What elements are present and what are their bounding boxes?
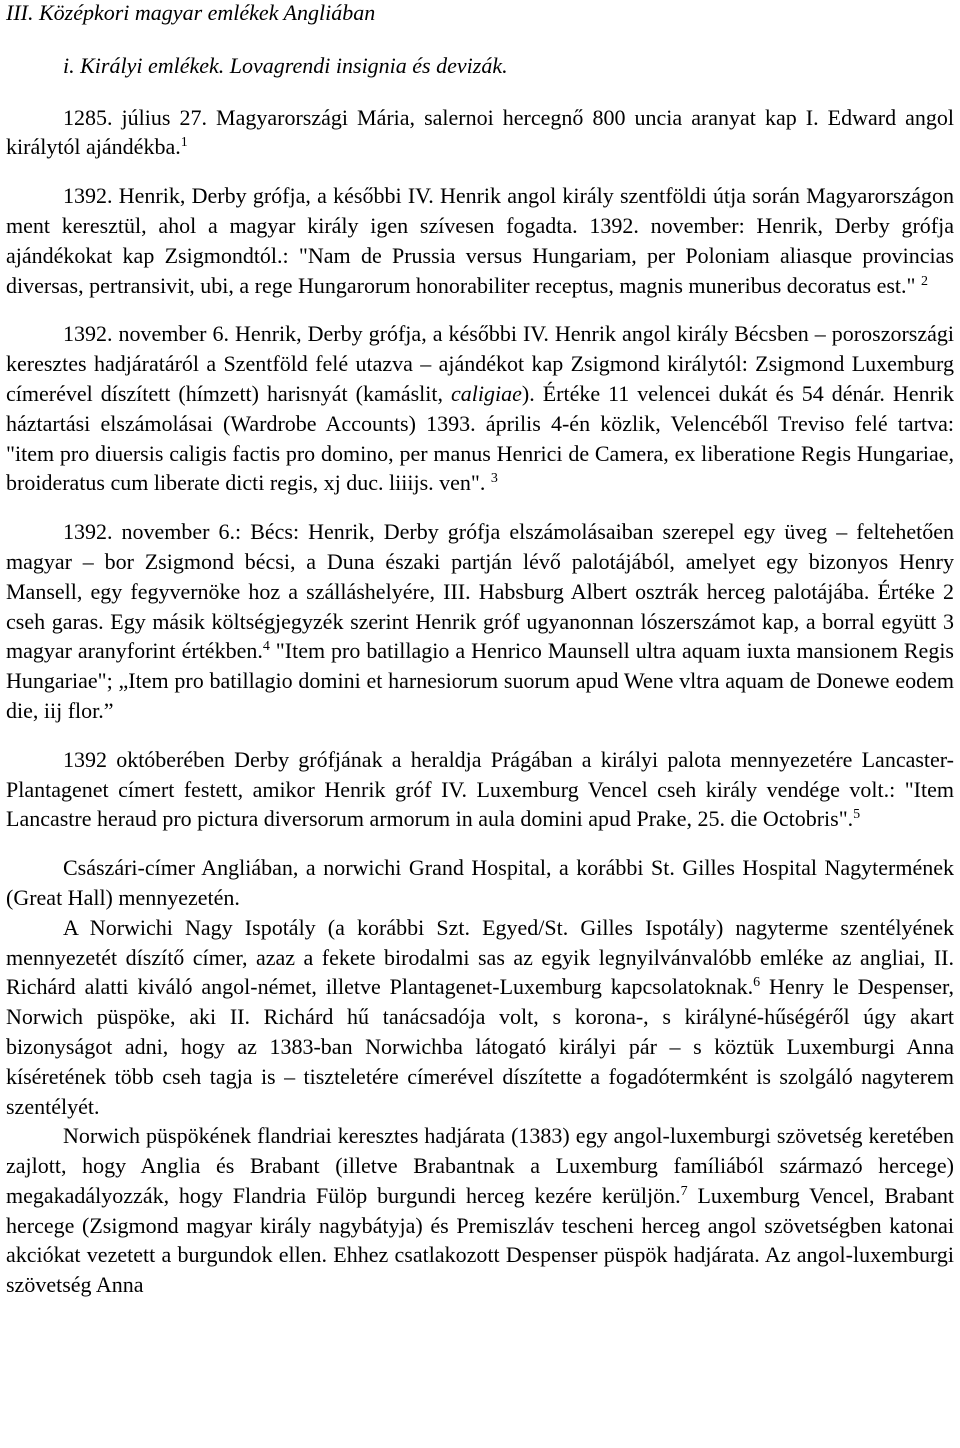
paragraph-1392-october (6, 745, 954, 834)
subsection-heading (6, 51, 954, 81)
paragraph-1392-nov6-vienna (6, 517, 954, 726)
paragraph-text: A Norwichi Nagy Ispotály (a korábbi Szt. Egyed/St. Gilles Ispotály) nagyterme szentélyének mennyezetét díszítő címer, azaz a fekete birodalmi sas az egyik legnyilvánvalóbb emléke az angliai, II. Richárd alatti kiváló angol-német, illetve Plantagenet-Luxemburg kapcsolatoknak. (6, 914, 954, 1000)
paragraph-1392-nov6-gift (6, 319, 954, 498)
footnote-ref-1[interactable]: 1 (180, 135, 188, 151)
paragraph-text: 1392. november 6. Henrik, Derby grófja, a későbbi IV. Henrik angol király Bécsben – poroszországi keresztes hadjáratáról a Szentföld felé utazva – ajándékot kap Zsigmond királytól: Zsigmond Luxemburg címerével díszített (hímzett) harisnyát (kamáslit, (6, 321, 954, 406)
paragraph-text: 1392. Henrik, Derby grófja, a későbbi IV. Henrik angol király szentföldi útja során Magyarországon ment keresztül, ahol a magyar király igen szívesen fogadta. 1392. november: Henrik, Derby grófja ajándékokat kap Zsigmondtól.: "Nam de Prussia versus Hungariam, per Poloniam aliasque provincias diversas, pertransivit, ubi, a rege Hungarorum honorabiliter receptus, magnis muneribus decoratus est." (6, 183, 954, 298)
section-heading (6, 0, 954, 28)
paragraph-imperial-arms (6, 853, 954, 913)
paragraph-text: Henry le Despenser, Norwich püspöke, aki II. Richárd hű tanácsadója volt, s korona-, s királyné-hűségéről úgy akart bizonyságot adni, hogy az 1383-ban Norwichba látogató királyi pár – s köztük Luxemburgi Anna kíséretének több cseh tagja is – tiszteletére címerével díszítette a fogadótermként is szolgáló nagyterem szentélyét. (6, 974, 954, 1119)
paragraph-text: "Item pro batillagio a Henrico Maunsell ultra aquam iuxta mansionem Regis Hungariae"; „Item pro batillagio domini et harnesiorum suorum apud Wene vltra aquam de Donewe eodem die, iij flor.” (6, 638, 954, 723)
paragraph-norwich-crusade (6, 1121, 954, 1300)
paragraph-text: ). Értéke 11 velencei dukát és 54 dénár. Henrik háztartási elszámolásai (Wardrobe Accounts) 1393. április 4-én közlik, Velencéből Treviso felé tartva: "item pro diuersis caligis factis pro domino, per manus Henrici de Camera, ex liberatione Regis Hungariae, broideratus cum liberate dicti regis, xj duc. liiijs. ven". (6, 380, 955, 496)
subsection-title: i. Királyi emlékek. Lovagrendi insignia és devizák. (63, 52, 508, 78)
footnote-ref-3[interactable]: 3 (490, 471, 498, 487)
section-title: III. Középkori magyar emlékek Angliában (6, 0, 376, 25)
footnote-ref-5[interactable]: 5 (853, 807, 861, 823)
paragraph-text: Norwich püspökének flandriai keresztes hadjárata (1383) egy angol-luxemburgi szövetség keretében zajlott, hogy Anglia és Brabant (illetve Brabantnak a Luxemburg famíliából származó hercege) megakadályozzák, hogy Flandria Fülöp burgundi herceg kezére kerüljön. (6, 1123, 954, 1208)
paragraph-text: Luxemburg Vencel, Brabant hercege (Zsigmond magyar király nagybátyja) és Premiszláv tescheni herceg angol szövetségben katonai akciókat vezetett a burgundok ellen. Ehhez csatlakozott Despenser püspök hadjárata. Az angol-luxemburgi szövetség Anna (6, 1182, 955, 1298)
italic-term: caligiae (451, 380, 522, 406)
paragraph-1392-journey (6, 181, 954, 300)
footnote-ref-6[interactable]: 6 (753, 975, 761, 991)
paragraph-text: Császári-címer Angliában, a norwichi Grand Hospital, a korábbi St. Gilles Hospital Nagytermének (Great Hall) mennyezetén. (6, 855, 954, 910)
footnote-ref-7[interactable]: 7 (680, 1183, 688, 1199)
paragraph-text: 1285. július 27. Magyarországi Mária, salernoi hercegnő 800 uncia aranyat kap I. Edward angol királytól ajándékba. (6, 104, 954, 160)
paragraph-text: 1392 októberében Derby grófjának a heraldja Prágában a királyi palota mennyezetére Lancaster-Plantagenet címert festett, amikor Henrik gróf IV. Luxemburg Vencel cseh király vendége volt.: "Item Lancastre heraud pro pictura diversorum armorum in aula domini apud Prake, 25. die Octobris". (6, 746, 954, 832)
paragraph-norwich-hospital (6, 913, 954, 1122)
footnote-ref-2[interactable]: 2 (921, 273, 928, 289)
paragraph-text: 1392. november 6.: Bécs: Henrik, Derby grófja elszámolásaiban szerepel egy üveg – feltehetően magyar – bor Zsigmond bécsi, a Duna északi partján lévő palotájából, amelyet egy bizonyos Henry Mansell, egy fegyvernöke hoz a szálláshelyére, III. Habsburg Albert osztrák herceg palotájába. Értéke 2 cseh garas. Egy másik költségjegyzék szerint Henrik gróf ugyanonnan lószerszámot kap, a borral együtt 3 magyar aranyforint értékben. (6, 519, 954, 664)
footnote-ref-4[interactable]: 4 (262, 639, 270, 655)
paragraph-1285 (6, 103, 954, 163)
